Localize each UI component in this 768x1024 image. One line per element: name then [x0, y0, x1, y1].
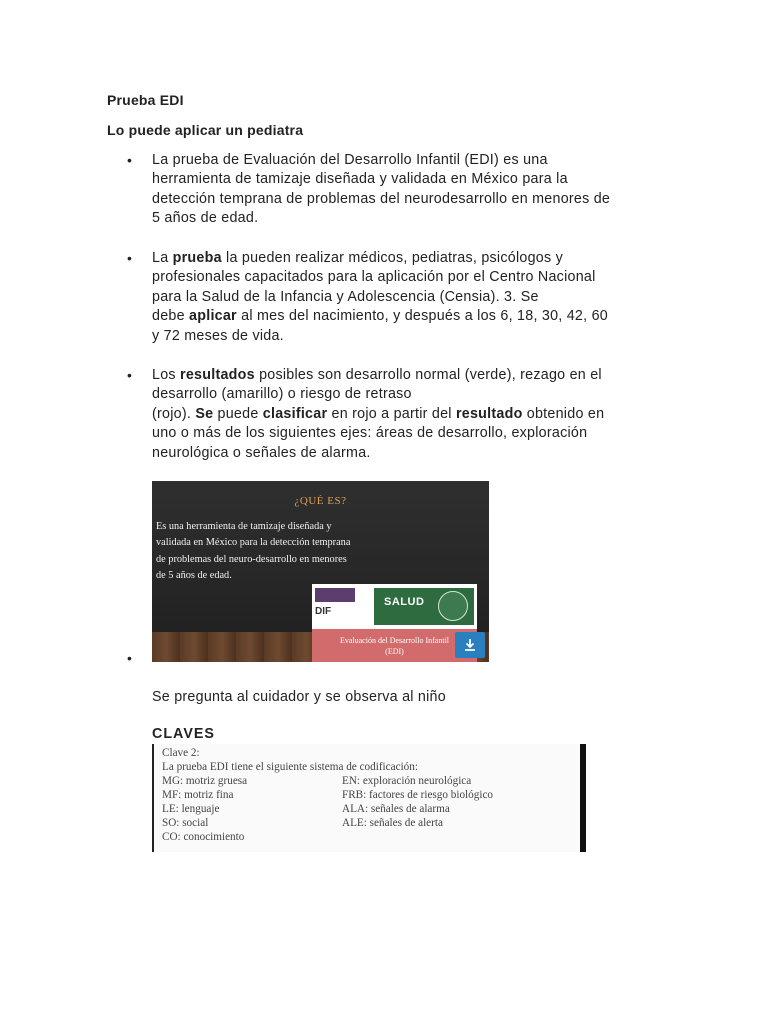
download-icon: [463, 638, 477, 652]
text-line: desarrollo (amarillo) o riesgo de retraso: [152, 386, 412, 403]
slide-caption-band: [312, 629, 477, 662]
bold-run: resultado: [455, 405, 523, 422]
text-run: La: [152, 250, 173, 266]
page-title: Prueba EDI: [107, 92, 184, 108]
text-line: profesionales capacitados para la aplicación por el Centro Nacional: [152, 269, 596, 286]
claves-code: CO: conocimiento: [162, 831, 245, 843]
text-line: herramienta de tamizaje diseñada y validada en México para la: [152, 171, 568, 188]
claves-code: MG: motriz gruesa: [162, 775, 248, 787]
claves-code: ALA: señales de alarma: [342, 803, 450, 815]
claves-code: LE: lenguaje: [162, 803, 220, 815]
bold-run: resultados: [180, 367, 255, 383]
text-line: neurológica o señales de alarma.: [152, 444, 371, 461]
claves-image: [152, 744, 586, 852]
claves-code: ALE: señales de alerta: [342, 817, 443, 829]
national-seal-icon: [438, 591, 468, 621]
bullet-paragraph-1: [152, 151, 672, 229]
band-line: Evaluación del Desarrollo Infantil: [339, 636, 450, 645]
bold-run: prueba: [172, 250, 222, 266]
salud-logo-text: SALUD: [384, 596, 425, 608]
text-run: puede: [213, 405, 263, 422]
text-run: al mes del nacimiento, y después a los 6, 18, 30, 42, 60: [236, 308, 608, 325]
text-line: para la Salud de la Infancia y Adolescencia (Censia). 3. Se: [152, 288, 539, 305]
text-run: posibles son desarrollo normal (verde), rezago en el: [254, 367, 602, 383]
claves-code: EN: exploración neurológica: [342, 775, 472, 787]
section-heading: Lo puede aplicar un pediatra: [107, 122, 304, 138]
bullet-marker: •: [127, 650, 132, 666]
dif-logo: DIF: [315, 606, 332, 617]
claves-line: Clave 2:: [162, 747, 200, 759]
slide-line: Es una herramienta de tamizaje diseñada y: [156, 521, 332, 532]
institution-logo: [315, 588, 355, 602]
claves-code: SO: social: [162, 817, 209, 829]
text-run: en rojo a partir del: [327, 405, 456, 422]
slide-line: validada en México para la detección temprana: [156, 537, 351, 549]
bullet-marker: •: [127, 152, 132, 168]
claves-line: La prueba EDI tiene el siguiente sistema de codificación:: [162, 761, 418, 773]
claves-heading: CLAVES: [152, 726, 215, 742]
salud-logo: [374, 588, 474, 625]
slide-image: [152, 481, 489, 662]
text-run: la pueden realizar médicos, pediatras, psicólogos y: [221, 250, 564, 266]
slide-text: [156, 519, 406, 584]
bullet-marker: •: [127, 250, 132, 266]
text-line: y 72 meses de vida.: [152, 327, 284, 344]
bullet-paragraph-2: [152, 249, 672, 346]
bullet-paragraph-3: [152, 366, 672, 463]
download-button[interactable]: [455, 632, 485, 658]
bold-run: aplicar: [189, 308, 237, 325]
text-line: 5 años de edad.: [152, 210, 259, 227]
text-run: (rojo).: [152, 405, 196, 422]
bullet-marker: •: [127, 367, 132, 383]
bold-run: Se: [195, 405, 214, 422]
text-run: Los: [152, 367, 181, 383]
caption-text: Se pregunta al cuidador y se observa al niño: [152, 689, 446, 705]
bold-run: clasificar: [262, 405, 328, 422]
band-line: (EDI): [385, 647, 404, 656]
claves-code: MF: motriz fina: [162, 789, 234, 801]
text-line: La prueba de Evaluación del Desarrollo Infantil (EDI) es una: [152, 152, 548, 168]
text-run: obtenido en: [522, 405, 605, 422]
text-run: debe: [152, 308, 190, 325]
slide-heading: ¿QUÉ ES?: [294, 495, 347, 507]
text-line: detección temprana de problemas del neurodesarrollo en menores de: [152, 190, 611, 207]
claves-code: FRB: factores de riesgo biológico: [342, 789, 494, 801]
slide-line: de problemas del neuro-desarrollo en menores: [156, 553, 347, 565]
logo-panel: [312, 584, 477, 629]
text-line: uno o más de los siguientes ejes: áreas de desarrollo, exploración: [152, 425, 588, 442]
slide-line: de 5 años de edad.: [156, 569, 232, 581]
